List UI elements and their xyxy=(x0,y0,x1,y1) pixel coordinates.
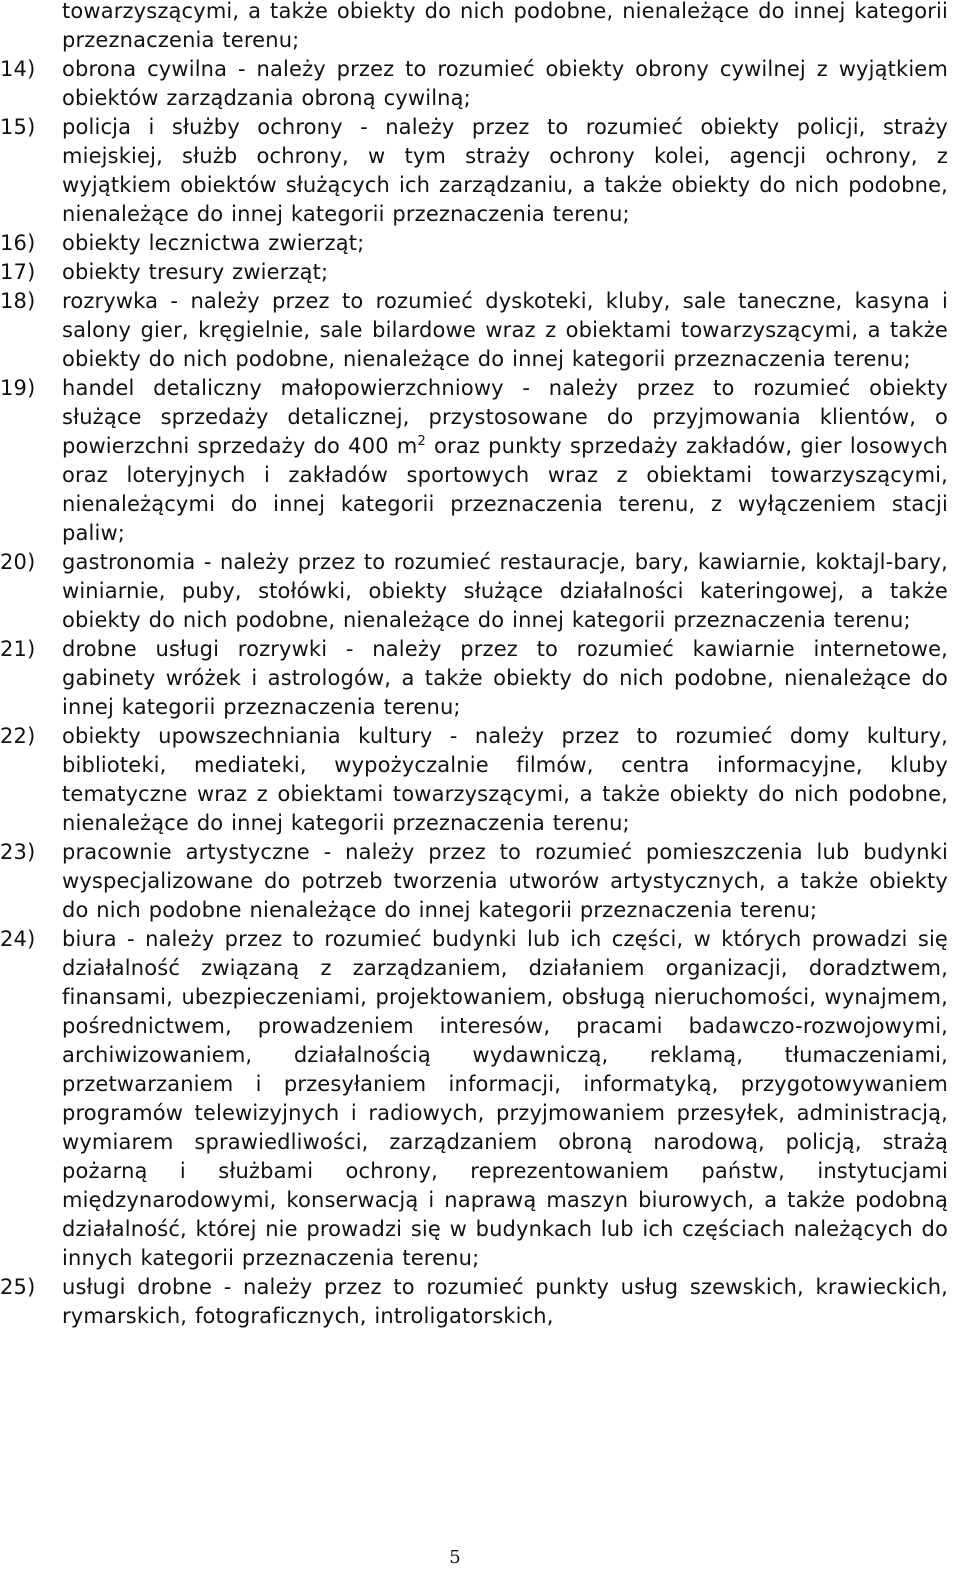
list-item xyxy=(0,113,948,229)
list-item xyxy=(0,838,948,925)
superscript: 2 xyxy=(417,434,426,449)
item-number: 14) xyxy=(0,57,36,81)
item-number: 16) xyxy=(0,231,36,255)
item-number: 17) xyxy=(0,260,36,284)
item-number: 19) xyxy=(0,376,36,400)
item-number: 25) xyxy=(0,1275,36,1299)
list-item xyxy=(0,374,948,548)
page-number: 5 xyxy=(449,1547,461,1568)
list-item xyxy=(0,925,948,1273)
item-number: 18) xyxy=(0,289,36,313)
item-text: gastronomia - należy przez to rozumieć restauracje, bary, kawiarnie, koktajl-bary, winiarnie, puby, stołówki, obiekty służące działalności kateringowej, a także obiekty do nich podobne, nienależące do innej kategorii przeznaczenia terenu; xyxy=(62,550,948,632)
list-item xyxy=(0,722,948,838)
item-text: rozrywka - należy przez to rozumieć dyskoteki, kluby, sale taneczne, kasyna i salony gier, kręgielnie, sale bilardowe wraz z obiektami towarzyszącymi, a także obiekty do nich podobne, nienależące do innej kategorii przeznaczenia terenu; xyxy=(62,289,948,371)
list-item xyxy=(0,55,948,113)
item-number: 22) xyxy=(0,724,36,748)
item-text: policja i służby ochrony - należy przez to rozumieć obiekty policji, straży miejskiej, służb ochrony, w tym straży ochrony kolei, agencji ochrony, z wyjątkiem obiektów służących ich zarządzaniu, a także obiekty do nich podobne, nienależące do innej kategorii przeznaczenia terenu; xyxy=(62,115,948,226)
item-text: drobne usługi rozrywki - należy przez to rozumieć kawiarnie internetowe, gabinety wróżek i astrologów, a także obiekty do nich podobne, nienależące do innej kategorii przeznaczenia terenu; xyxy=(62,637,948,719)
continuation-paragraph xyxy=(0,0,948,55)
list-item xyxy=(0,287,948,374)
list-item xyxy=(0,258,948,287)
item-text-after-superscript: oraz punkty sprzedaży zakładów, gier losowych oraz loteryjnych i zakładów sportowych wraz z obiektami towarzyszącymi, nienależącymi do innej kategorii przeznaczenia terenu, z wyłączeniem stacji paliw; xyxy=(62,434,948,545)
item-number: 20) xyxy=(0,550,36,574)
list-item xyxy=(0,548,948,635)
item-number: 24) xyxy=(0,927,36,951)
item-text: obiekty tresury zwierząt; xyxy=(62,260,329,284)
item-text: obrona cywilna - należy przez to rozumieć obiekty obrony cywilnej z wyjątkiem obiektów zarządzania obroną cywilną; xyxy=(62,57,948,110)
item-text: pracownie artystyczne - należy przez to rozumieć pomieszczenia lub budynki wyspecjalizowane do potrzeb tworzenia utworów artystycznych, a także obiekty do nich podobne nienależące do innej kategorii przeznaczenia terenu; xyxy=(62,840,948,922)
item-number: 15) xyxy=(0,115,36,139)
item-number: 23) xyxy=(0,840,36,864)
item-text-before-superscript: handel detaliczny małopowierzchniowy - należy przez to rozumieć obiekty służące sprzedaży detalicznej, przystosowane do przyjmowania klientów, o powierzchni sprzedaży do 400 m xyxy=(62,376,948,458)
list-item xyxy=(0,229,948,258)
item-text xyxy=(62,374,948,548)
list-item xyxy=(0,635,948,722)
item-number: 21) xyxy=(0,637,36,661)
list-item xyxy=(0,1273,948,1331)
item-text: obiekty lecznictwa zwierząt; xyxy=(62,231,365,255)
item-text: biura - należy przez to rozumieć budynki lub ich części, w których prowadzi się działalność związaną z zarządzaniem, działaniem organizacji, doradztwem, finansami, ubezpieczeniami, projektowaniem, obsługą nieruchomości, wynajmem, pośrednictwem, prowadzeniem interesów, pracami badawczo-rozwojowymi, archiwizowaniem, działalnością wydawniczą, reklamą, tłumaczeniami, przetwarzaniem i przesyłaniem informacji, informatyką, przygotowywaniem programów telewizyjnych i radiowych, przyjmowaniem przesyłek, administracją, wymiarem sprawiedliwości, zarządzaniem obroną narodową, policją, strażą pożarną i służbami ochrony, reprezentowaniem państw, instytucjami międzynarodowymi, konserwacją i naprawą maszyn biurowych, a także podobną działalność, której nie prowadzi się w budynkach lub ich częściach należących do innych kategorii przeznaczenia terenu; xyxy=(62,927,948,1270)
item-text: obiekty upowszechniania kultury - należy przez to rozumieć domy kultury, biblioteki, mediateki, wypożyczalnie filmów, centra informacyjne, kluby tematyczne wraz z obiektami towarzyszącymi, a także obiekty do nich podobne, nienależące do innej kategorii przeznaczenia terenu; xyxy=(62,724,948,835)
item-text: usługi drobne - należy przez to rozumieć punkty usług szewskich, krawieckich, rymarskich, fotograficznych, introligatorskich, xyxy=(62,1275,948,1328)
continuation-text: towarzyszącymi, a także obiekty do nich podobne, nienależące do innej kategorii przeznaczenia terenu; xyxy=(62,0,948,52)
